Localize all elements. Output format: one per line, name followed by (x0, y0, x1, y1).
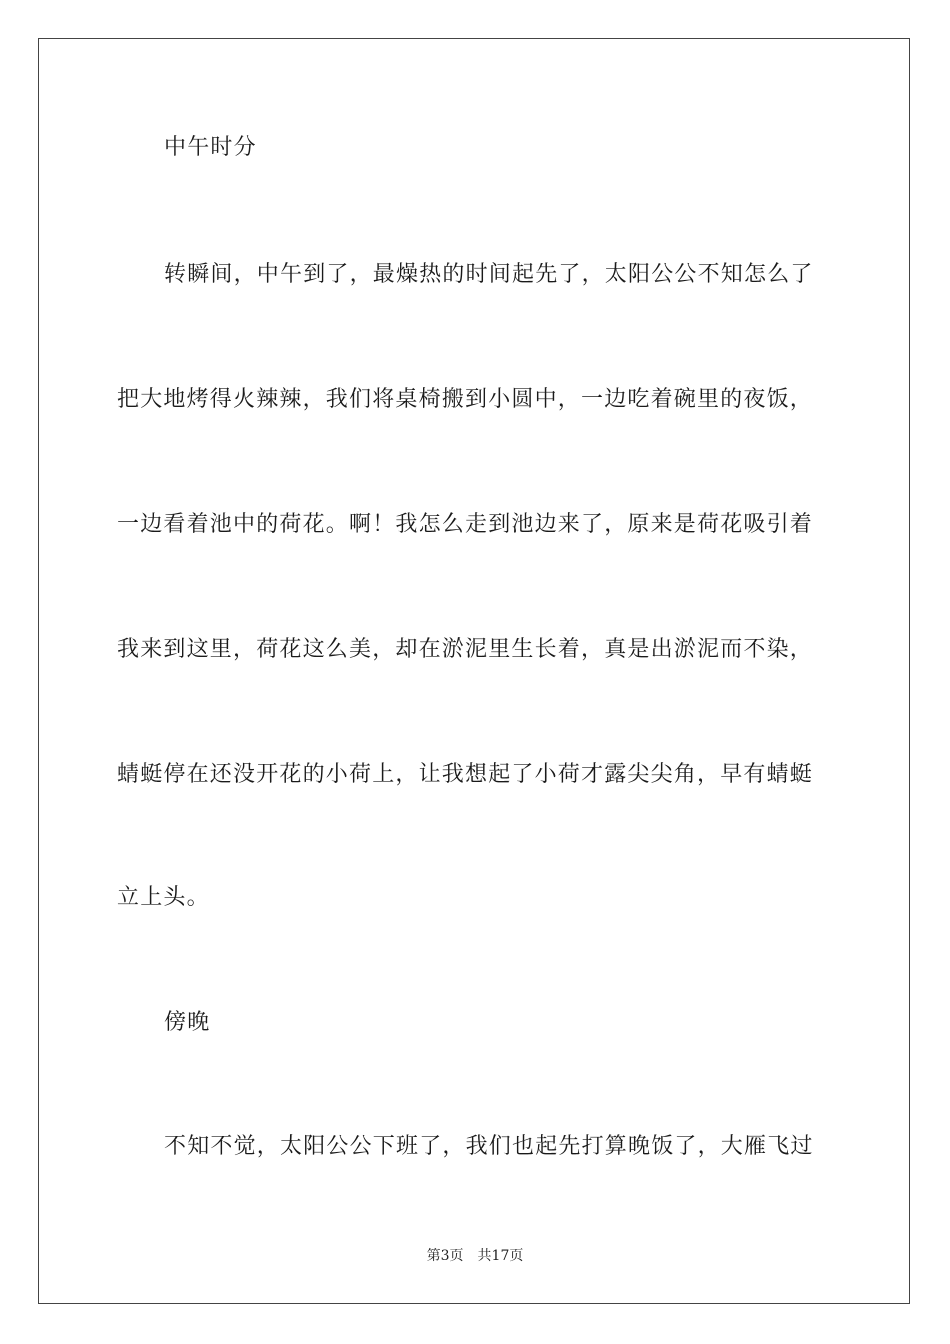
page-footer (0, 1247, 950, 1265)
section-heading-evening: 傍晚 (164, 1010, 211, 1035)
paragraph-line: 一边看着池中的荷花。啊！我怎么走到池边来了，原来是荷花吸引着 (117, 512, 814, 537)
section-heading-noon: 中午时分 (164, 135, 257, 160)
paragraph-line: 把大地烤得火辣辣，我们将桌椅搬到小圆中，一边吃着碗里的夜饭， (117, 387, 814, 412)
paragraph-line: 我来到这里，荷花这么美，却在淤泥里生长着，真是出淤泥而不染， (117, 637, 814, 662)
page-number: 第3页 (426, 1248, 464, 1264)
paragraph-line: 蜻蜓停在还没开花的小荷上，让我想起了小荷才露尖尖角，早有蜻蜓 (117, 762, 814, 787)
paragraph-line: 不知不觉，太阳公公下班了，我们也起先打算晚饭了，大雁飞过 (164, 1134, 814, 1159)
paragraph-line: 转瞬间，中午到了，最燥热的时间起先了，太阳公公不知怎么了 (164, 262, 814, 287)
paragraph-line: 立上头。 (117, 885, 210, 910)
page-total: 共17页 (477, 1248, 524, 1264)
page-border (38, 38, 910, 1304)
